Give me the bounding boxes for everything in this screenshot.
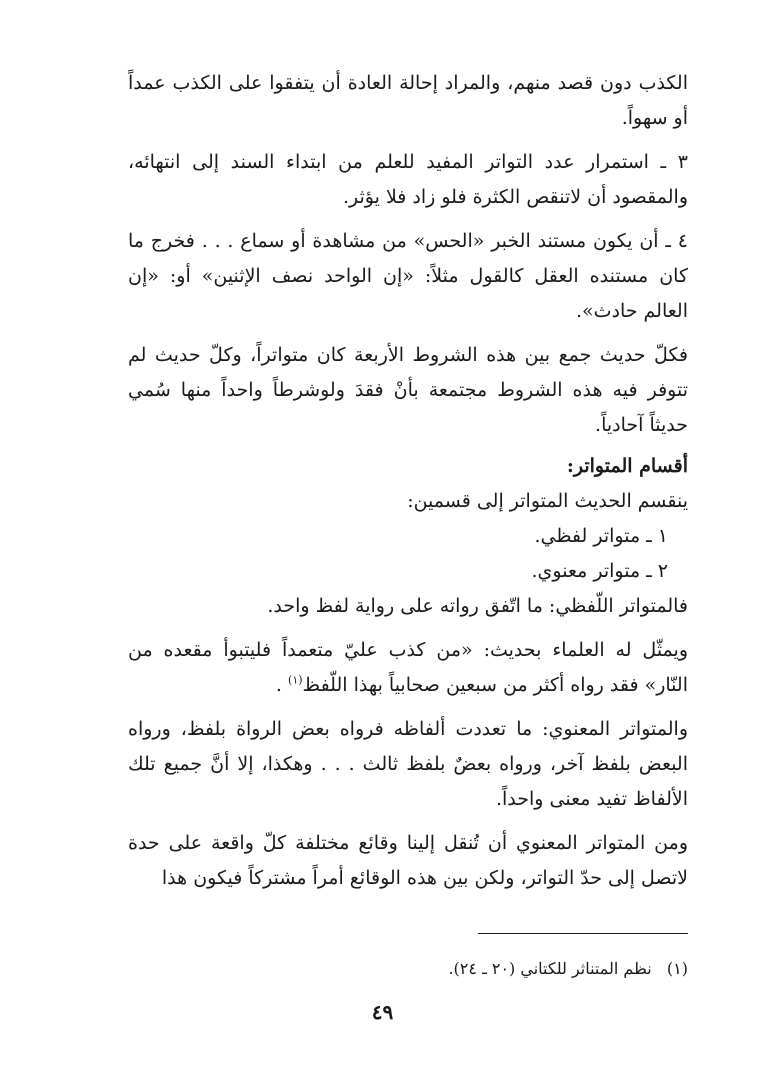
footnote-reference: (١)	[288, 673, 303, 687]
paragraph-6-end: .	[275, 674, 289, 696]
paragraph-1: الكذب دون قصد منهم، والمراد إحالة العادة أن يتفقوا على الكذب عمداً أو سهواً.	[128, 72, 688, 129]
list-item-2: ٢ ـ متواتر معنوي.	[531, 560, 668, 582]
page-body	[128, 66, 688, 896]
paragraph-4: فكلّ حديث جمع بين هذه الشروط الأربعة كان متواتراً، وكلّ حديث لم تتوفر فيه هذه الشروط مجتمعة بأنْ فقدَ ولوشرطاً واحداً منها سُمي حديثاً آحادياً.	[128, 344, 688, 436]
paragraph-3: ٤ ـ أن يكون مستند الخبر «الحس» من مشاهدة أو سماع . . . فخرج ما كان مستنده العقل كالقول مثلاً: «إن الواحد نصف الإثنين» أو: «إن العالم حادث».	[128, 230, 688, 322]
paragraph-6	[128, 633, 688, 703]
footnote-text: نظم المتناثر للكتاني (٢٠ ـ ٢٤).	[448, 959, 652, 978]
paragraph-6-text: ويمثّل له العلماء بحديث: «من كذب عليّ متعمداً فليتبوأ مقعده من النّار» فقد رواه أكثر من سبعين صحابياً بهذا اللّفظ	[128, 639, 688, 696]
list-item-1: ١ ـ متواتر لفظي.	[534, 525, 668, 547]
page-number: ٤٩	[371, 1000, 394, 1024]
footnote-marker: (١)	[666, 959, 688, 978]
paragraph-8: ومن المتواتر المعنوي أن تُنقل إلينا وقائع مختلفة كلّ واقعة على حدة لاتصل إلى حدّ التواتر، ولكن بين هذه الوقائع أمراً مشتركاً فيكون هذا	[128, 832, 688, 889]
footnote-divider	[478, 933, 688, 934]
section-intro: ينقسم الحديث المتواتر إلى قسمين:	[407, 490, 688, 512]
section-heading: أقسام المتواتر:	[566, 455, 688, 477]
paragraph-2: ٣ ـ استمرار عدد التواتر المفيد للعلم من ابتداء السند إلى انتهائه، والمقصود أن لاتنقص الكثرة فلو زاد فلا يؤثر.	[128, 151, 688, 208]
footnote	[300, 955, 688, 983]
paragraph-7: والمتواتر المعنوي: ما تعددت ألفاظه فرواه بعض الرواة بلفظ، ورواه البعض بلفظ آخر، ورواه بعضٌ بلفظ ثالث . . . وهكذا، إلا أنَّ جميع تلك الألفاظ تفيد معنى واحداً.	[128, 718, 688, 810]
paragraph-5: فالمتواتر اللّفظي: ما اتّفق رواته على رواية لفظ واحد.	[267, 595, 688, 617]
